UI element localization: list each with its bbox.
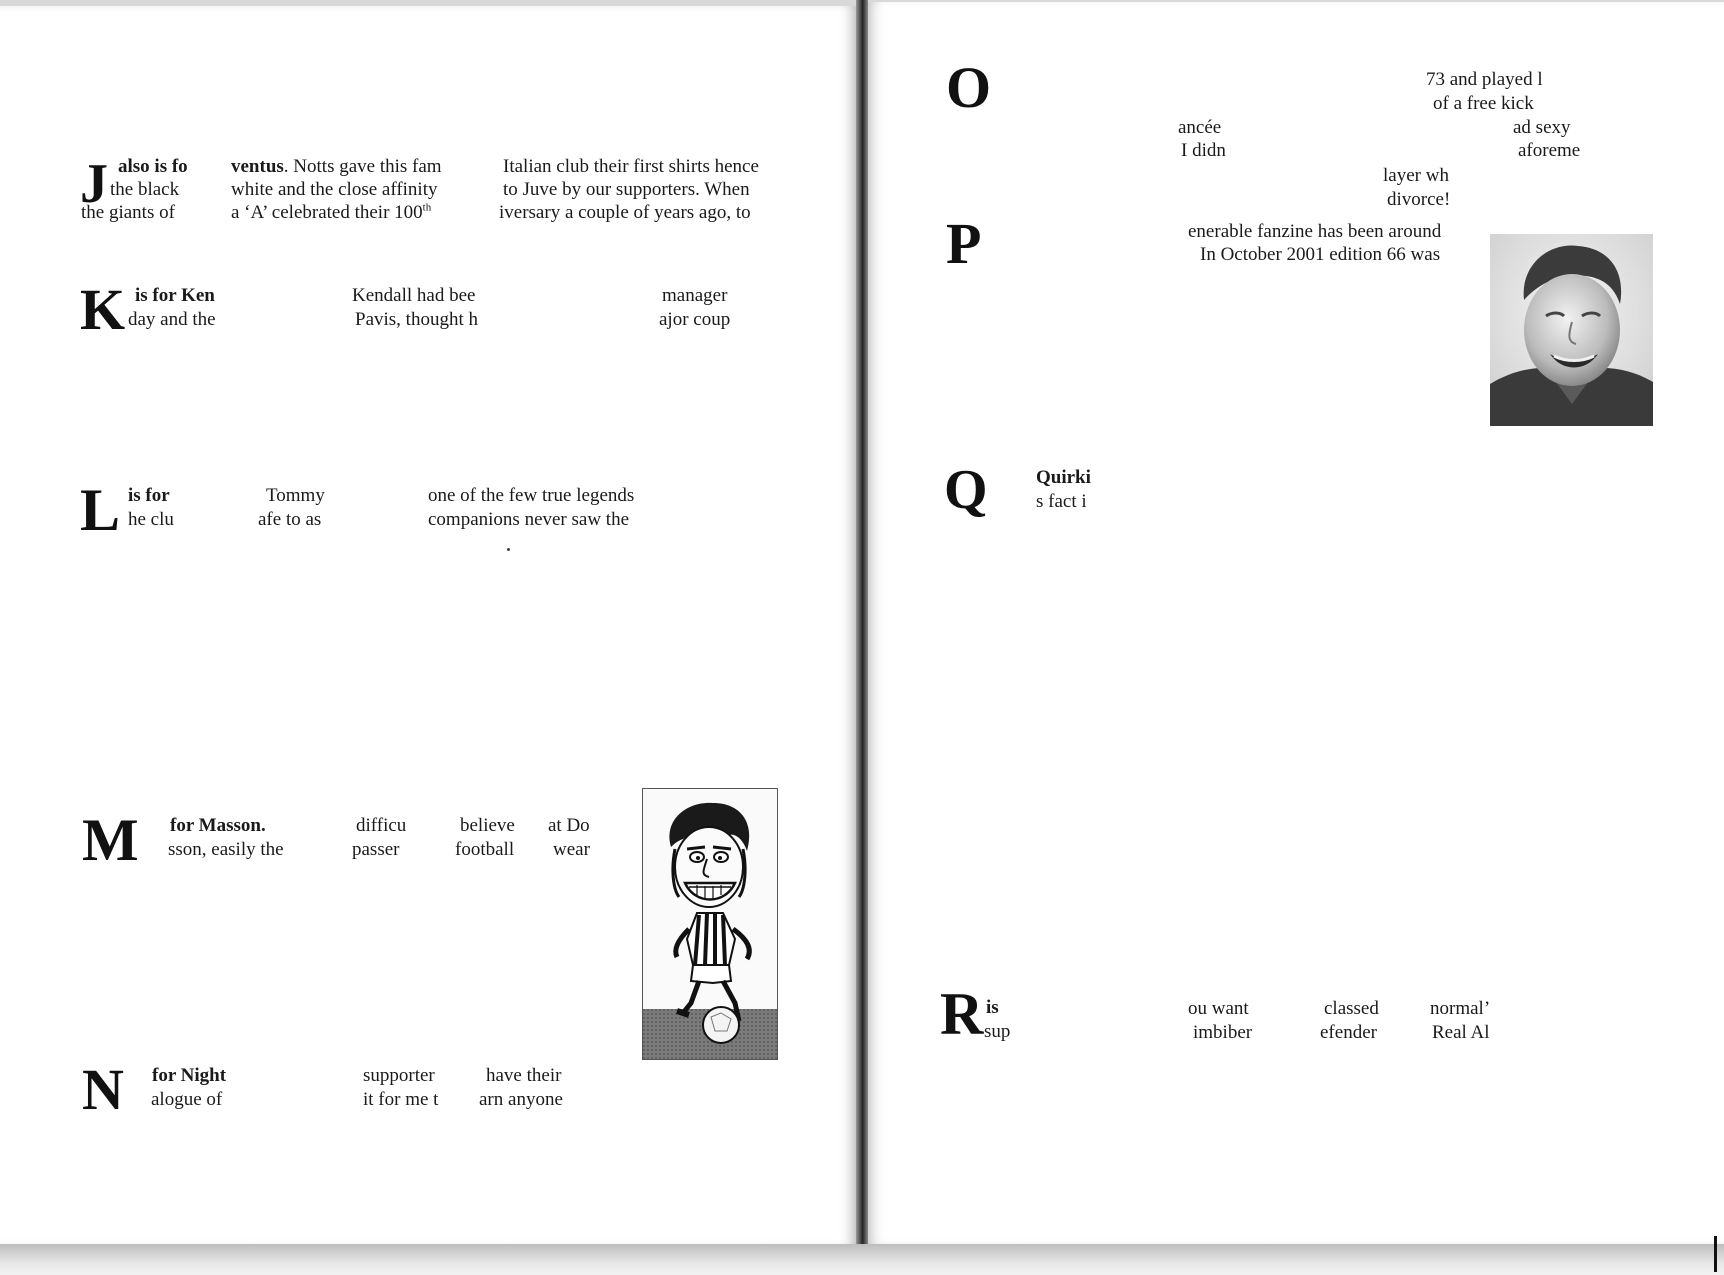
r-col3-line1: classed (1324, 998, 1379, 1019)
drop-cap-p: P (946, 211, 982, 276)
l-col3-line1: one of the few true legends (428, 485, 635, 506)
k-col2-line1: Kendall had bee (352, 285, 476, 306)
drop-cap-r: R (940, 981, 984, 1047)
k-col3-line1: manager (662, 285, 728, 306)
q-col1-line1: Quirki (1036, 467, 1091, 488)
o-topright-line2: of a free kick (1433, 93, 1534, 114)
j-col2-line1-rest: . Notts gave this fam (283, 156, 442, 177)
k-col1-line2: day and the (128, 309, 216, 330)
o-lower-line1: layer wh (1383, 165, 1449, 186)
o-midleft-line1: ancée (1178, 117, 1222, 138)
drop-cap-l: L (80, 477, 121, 543)
caricature-drawing (643, 789, 777, 1059)
r-col1-line2: sup (984, 1021, 1011, 1042)
right-page (868, 2, 1724, 1244)
n-col2-line2: it for me t (363, 1089, 439, 1110)
j-col2-line2: white and the close affinity (231, 179, 438, 200)
n-col3-line1: have their (486, 1065, 562, 1086)
portrait-photo (1490, 234, 1653, 426)
p-line1: enerable fanzine has been around (1188, 221, 1442, 242)
j-ventus: ventus (231, 156, 284, 177)
j-col2-sup: th (422, 201, 432, 214)
n-col1-line1: for Night (152, 1065, 227, 1086)
m-col3-line2: football (455, 839, 515, 860)
drop-cap-n: N (82, 1057, 124, 1122)
q-col1-line2: s fact i (1036, 491, 1087, 512)
r-col3-line2: efender (1320, 1022, 1377, 1043)
drop-cap-k: K (80, 277, 126, 342)
book-gutter (856, 0, 868, 1275)
speck (507, 548, 510, 551)
page-bottom-edge (0, 1244, 1724, 1275)
portrait-drawing (1490, 234, 1653, 426)
o-midright-line2: aforeme (1518, 140, 1581, 161)
k-col1-line1: is for Ken (135, 285, 215, 306)
l-col2-line1: Tommy (266, 485, 325, 506)
o-lower-line2: divorce! (1387, 189, 1451, 210)
r-col2-line1: ou want (1188, 998, 1249, 1019)
m-col3-line1: believe (460, 815, 515, 836)
footballer-caricature (642, 788, 778, 1060)
left-page (0, 6, 856, 1246)
n-col2-line1: supporter (363, 1065, 435, 1086)
r-col4-line1: normal’ (1430, 998, 1491, 1019)
k-col2-line2: Pavis, thought h (355, 309, 478, 330)
drop-cap-j: J (80, 153, 108, 215)
m-col2-line1: difficu (356, 815, 407, 836)
j-col3-line2: to Juve by our supporters. When (503, 179, 750, 200)
drop-cap-q: Q (944, 459, 988, 521)
m-col4-line2: wear (553, 839, 590, 860)
drop-cap-o: O (946, 55, 992, 120)
l-col2-line2: afe to as (258, 509, 322, 530)
m-col1-line2: sson, easily the (168, 839, 284, 860)
j-col1-line2: the black (110, 179, 180, 200)
m-col2-line2: passer (352, 839, 400, 860)
j-col2-line1 (231, 155, 442, 178)
l-col1-line2: he clu (128, 509, 174, 530)
j-col1-line1: also is fo (118, 156, 188, 177)
n-col1-line2: alogue of (151, 1089, 223, 1110)
j-col3-line1: Italian club their first shirts hence (503, 156, 759, 177)
m-col4-line1: at Do (548, 815, 590, 836)
j-col2-line3-text: a ‘A’ celebrated their 100 (231, 202, 423, 223)
n-col3-line2: arn anyone (479, 1089, 563, 1110)
r-col1-line1: is (986, 997, 999, 1018)
r-col2-line2: imbiber (1193, 1022, 1253, 1043)
p-line2: In October 2001 edition 66 was (1200, 244, 1441, 265)
r-col4-line2: Real Al (1432, 1022, 1490, 1043)
j-col1-line3: the giants of (81, 202, 175, 223)
o-topright-line1: 73 and played l (1426, 69, 1543, 90)
j-col2-line3 (231, 201, 431, 224)
o-midright-line1: ad sexy (1513, 117, 1571, 138)
l-col1-line1: is for (128, 485, 170, 506)
l-col3-line2: companions never saw the (428, 509, 630, 530)
m-col1-line1: for Masson. (170, 815, 266, 836)
k-col3-line2: ajor coup (659, 309, 731, 330)
j-col3-line3: iversary a couple of years ago, to (499, 202, 751, 223)
binding-edge-mark (1714, 1236, 1717, 1272)
o-midleft-line2: I didn (1181, 140, 1226, 161)
drop-cap-m: M (82, 807, 139, 873)
